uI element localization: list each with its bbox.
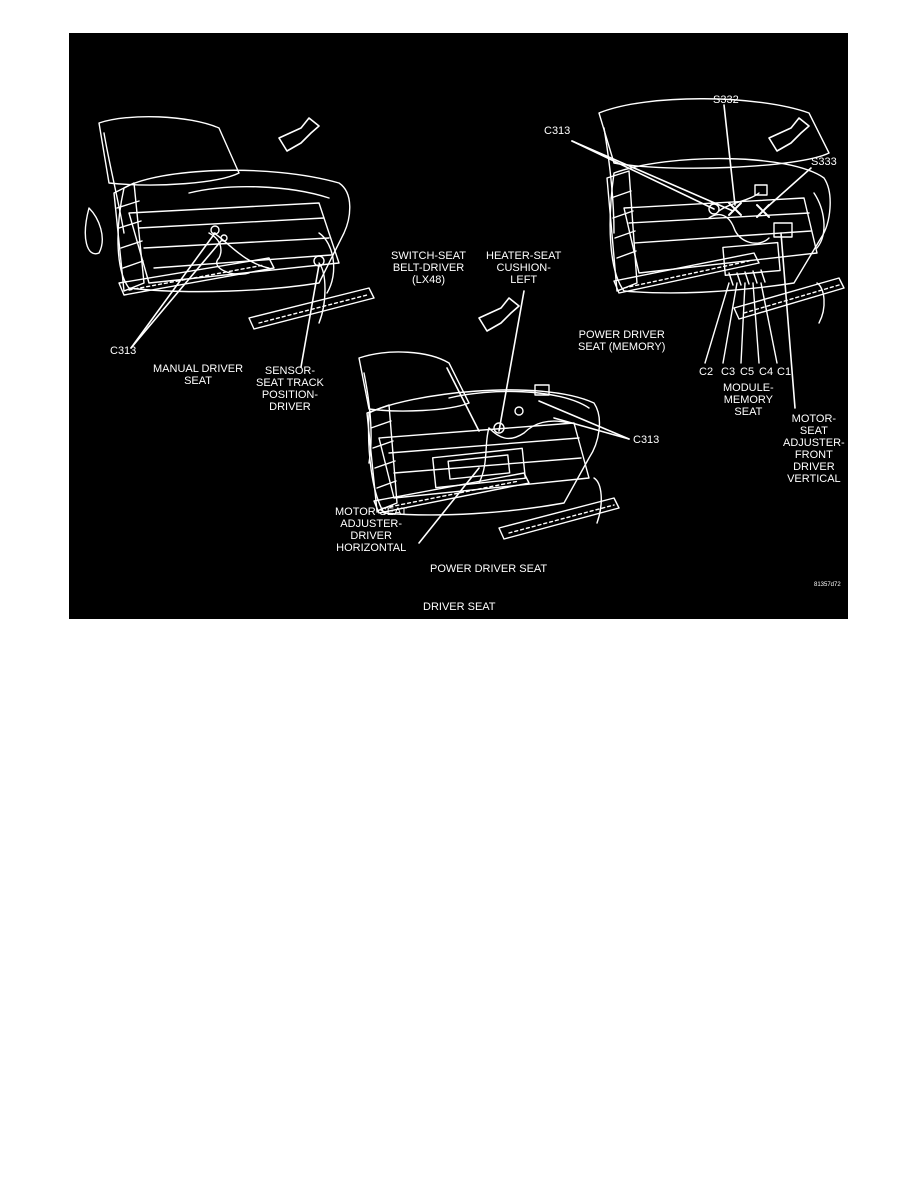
callout-c3: C3 <box>721 366 736 378</box>
callout-s332: S332 <box>713 94 739 106</box>
seat-illustration <box>69 33 848 619</box>
callout-c4: C4 <box>759 366 774 378</box>
figure-caption: DRIVER SEAT <box>423 601 496 613</box>
manual-seat-drawing <box>85 117 374 367</box>
power-driver-seat-memory-title: POWER DRIVER SEAT (MEMORY) <box>578 329 666 353</box>
callout-c1: C1 <box>777 366 792 378</box>
callout-c313-memory: C313 <box>544 125 571 137</box>
callout-c313-power: C313 <box>633 434 660 446</box>
callout-switch-seat-belt: SWITCH-SEAT BELT-DRIVER (LX48) <box>391 250 466 286</box>
callout-motor-seat-horizontal: MOTOR-SEAT ADJUSTER- DRIVER HORIZONTAL <box>335 506 408 554</box>
callout-sensor-seat-track: SENSOR- SEAT TRACK POSITION- DRIVER <box>256 365 324 413</box>
power-driver-seat-title: POWER DRIVER SEAT <box>430 563 548 575</box>
callout-c5: C5 <box>740 366 755 378</box>
callout-c2: C2 <box>699 366 714 378</box>
image-reference-code: 81357d72 <box>814 582 841 588</box>
callout-module-memory-seat: MODULE- MEMORY SEAT <box>723 382 774 418</box>
callout-heater-seat-cushion: HEATER-SEAT CUSHION- LEFT <box>486 250 562 286</box>
memory-seat-drawing <box>572 99 844 408</box>
callout-c313-manual: C313 <box>110 345 137 357</box>
callout-s333: S333 <box>811 156 837 168</box>
manual-driver-seat-title: MANUAL DRIVER SEAT <box>153 363 244 387</box>
driver-seat-figure <box>69 33 848 619</box>
callout-motor-seat-vertical: MOTOR- SEAT ADJUSTER- FRONT DRIVER VERTICAL <box>783 413 845 485</box>
